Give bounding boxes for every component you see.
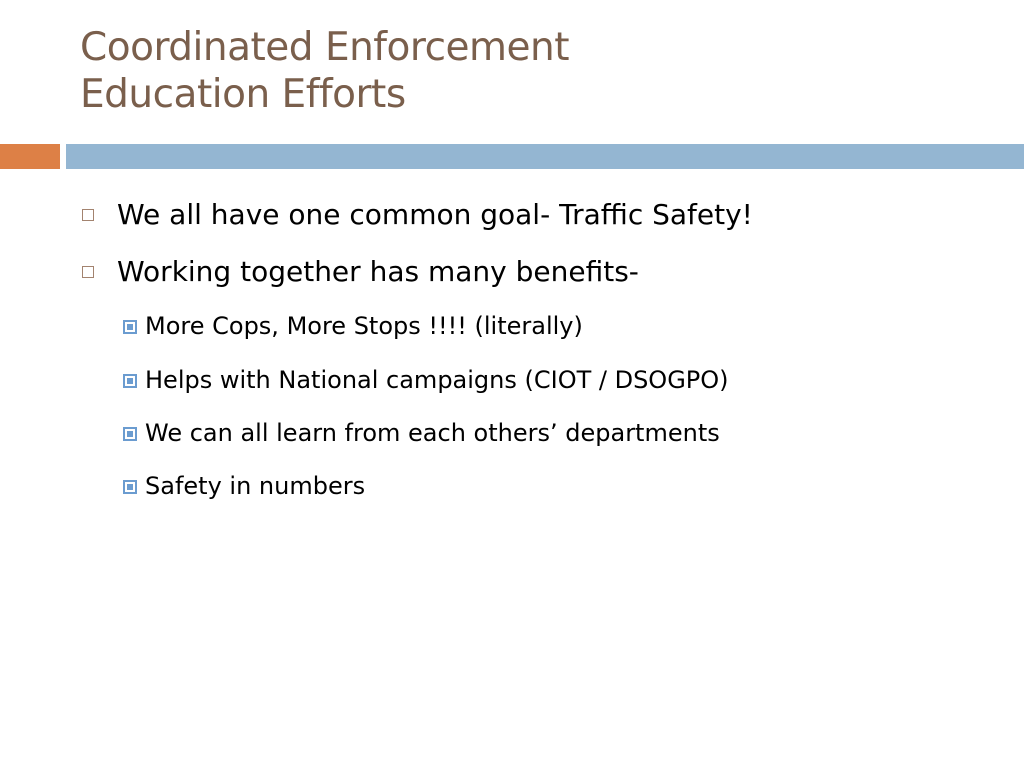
hollow-square-icon bbox=[82, 209, 94, 221]
hollow-square-icon bbox=[82, 266, 94, 278]
square-bullet-icon bbox=[123, 374, 137, 388]
square-bullet-icon bbox=[123, 480, 137, 494]
title-line-2: Education Efforts bbox=[80, 72, 406, 117]
sub-bullet-item bbox=[123, 415, 720, 451]
square-bullet-icon bbox=[123, 427, 137, 441]
title-line-1: Coordinated Enforcement bbox=[80, 25, 570, 70]
sub-bullet-text: We can all learn from each others’ departments bbox=[145, 419, 720, 447]
sub-bullet-item bbox=[123, 468, 365, 504]
sub-bullet-text: Safety in numbers bbox=[145, 472, 366, 500]
bullet-item bbox=[82, 251, 639, 291]
sub-bullet-text: Helps with National campaigns (CIOT / DSOGPO) bbox=[145, 366, 729, 394]
sub-bullet-item bbox=[123, 308, 583, 344]
bullet-item bbox=[82, 194, 753, 234]
bullet-text: Working together has many benefits- bbox=[117, 254, 639, 288]
square-bullet-icon bbox=[123, 320, 137, 334]
sub-bullet-item bbox=[123, 362, 729, 398]
bullet-text: We all have one common goal- Traffic Safety! bbox=[117, 197, 753, 231]
sub-bullet-text: More Cops, More Stops !!!! (literally) bbox=[145, 312, 583, 340]
